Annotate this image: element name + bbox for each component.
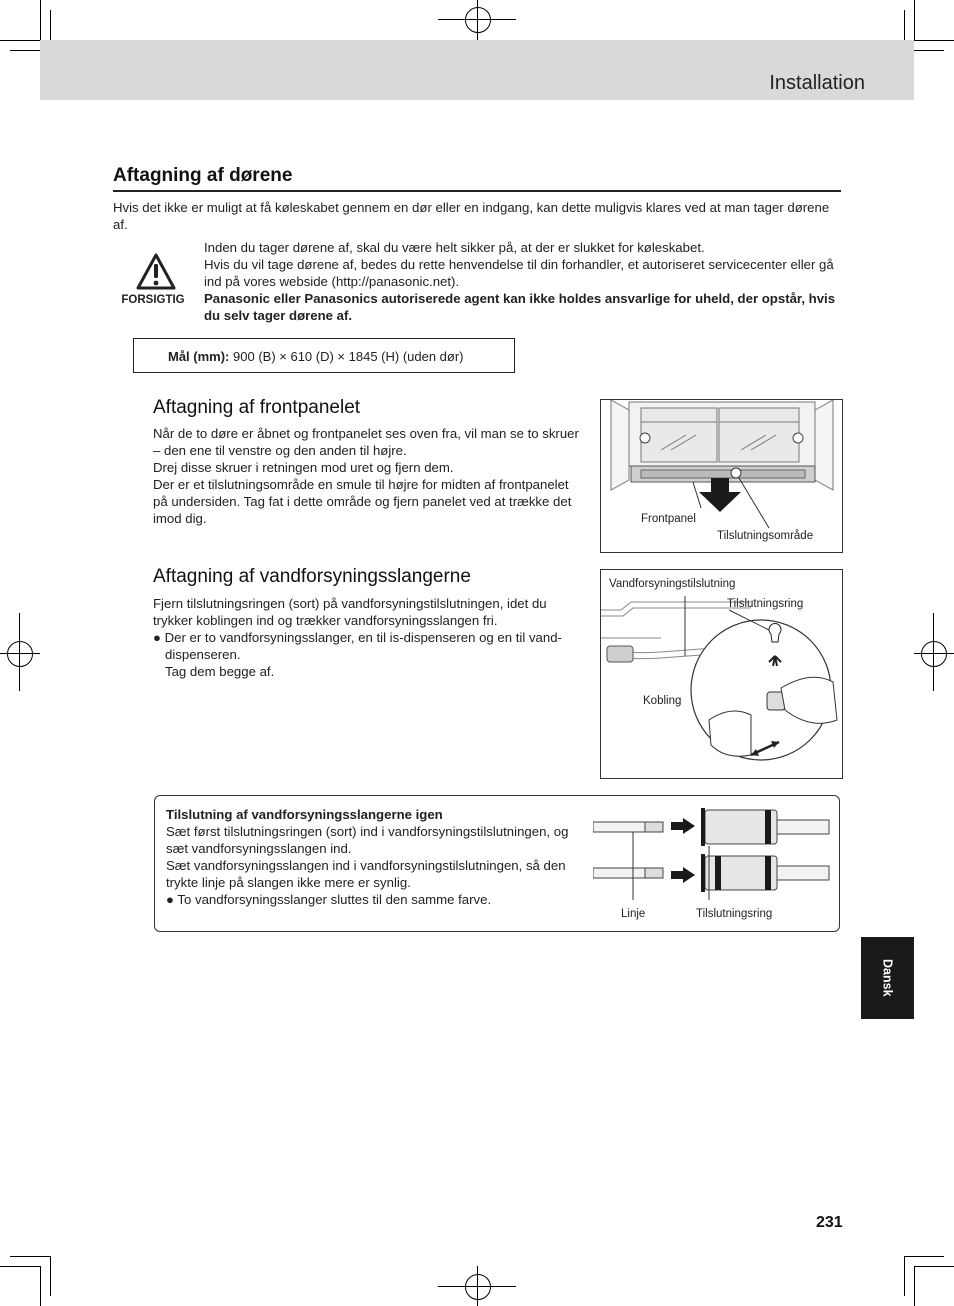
dimensions-box bbox=[133, 338, 515, 373]
caution-text bbox=[204, 239, 844, 324]
reconnect-title: Tilslutning af vandforsyningsslangerne igen bbox=[166, 807, 443, 822]
water-connection-label: Vandforsyningstilslutning bbox=[609, 578, 736, 590]
front-panel-label: Frontpanel bbox=[641, 513, 696, 525]
reconnect-line-2: Sæt vandforsyningsslangen ind i vandforsyningstilslutningen, så den trykte linje på slangen ikke mere er synlig. bbox=[166, 858, 566, 890]
water-hoses-bullet-cont: Tag dem begge af. bbox=[165, 664, 275, 679]
front-panel-text bbox=[153, 425, 581, 527]
heading-rule bbox=[113, 190, 841, 192]
front-panel-figure bbox=[600, 399, 843, 553]
connection-area-label: Tilslutningsområde bbox=[717, 530, 814, 542]
caution-label: FORSIGTIG bbox=[121, 294, 185, 306]
warning-triangle-icon bbox=[136, 253, 176, 291]
page-number: 231 bbox=[816, 1214, 843, 1231]
front-panel-line-3: Der er et tilslutningsområde en smule til højre for midten af frontpanelet på undersiden. Tag fat i dette område og fjern panelet ved at trække det imod dig. bbox=[153, 477, 572, 526]
caution-line-2: Hvis du vil tage dørene af, bedes du rette henvendelse til din forhandler, et autoriseret servicecenter eller gå ind på vores webside (http://panasonic.net). bbox=[204, 257, 834, 289]
arrow-right-icon bbox=[671, 867, 695, 883]
water-hose-illustration bbox=[601, 570, 842, 778]
reconnect-ring-label: Tilslutningsring bbox=[696, 908, 773, 920]
dimensions-label: Mål (mm): bbox=[168, 349, 230, 364]
caution-bold: Panasonic eller Panasonics autoriserede agent kan ikke holdes ansvarlige for uheld, der opstår, hvis du selv tager dørene af. bbox=[204, 291, 836, 323]
language-tab bbox=[861, 937, 914, 1019]
caution-line-1: Inden du tager dørene af, skal du være helt sikker på, at der er slukket for køleskabet. bbox=[204, 240, 705, 255]
language-tab-label: Dansk bbox=[880, 959, 895, 997]
dimensions-text bbox=[168, 348, 464, 365]
line-label: Linje bbox=[621, 908, 646, 920]
connection-ring-label: Tilslutningsring bbox=[727, 598, 804, 610]
arrow-right-icon bbox=[671, 818, 695, 834]
main-heading: Aftagning af dørene bbox=[113, 165, 293, 186]
reconnect-note-box bbox=[154, 795, 840, 932]
reconnect-illustration bbox=[593, 802, 833, 912]
dimensions-value: 900 (B) × 610 (D) × 1845 (H) (uden dør) bbox=[233, 349, 464, 364]
water-hose-figure bbox=[600, 569, 843, 779]
arrow-down-icon bbox=[697, 478, 743, 512]
reconnect-text bbox=[166, 806, 586, 908]
reconnect-bullet: ● To vandforsyningsslanger sluttes til den samme farve. bbox=[166, 892, 492, 907]
section-title: Installation bbox=[769, 72, 865, 94]
coupling-label: Kobling bbox=[643, 695, 682, 707]
front-panel-line-1: Når de to døre er åbnet og frontpanelet ses oven fra, vil man se to skruer – den ene til venstre og den anden til højre. bbox=[153, 426, 579, 458]
water-hoses-line-1: Fjern tilslutningsringen (sort) på vandforsyningstilslutningen, idet du trykker koblingen ind og trækker vandforsyningsslangen fri. bbox=[153, 596, 547, 628]
intro-text: Hvis det ikke er muligt at få køleskabet gennem en dør eller en indgang, kan dette muligvis klares ved at man tager dørene af. bbox=[113, 200, 830, 232]
water-hoses-bullet: ● Der er to vandforsyningsslanger, en til is-dispenseren og en til vand-dispenseren. bbox=[153, 630, 562, 662]
water-hoses-heading: Aftagning af vandforsyningsslangerne bbox=[153, 566, 471, 587]
front-panel-line-2: Drej disse skruer i retningen mod uret og fjern dem. bbox=[153, 460, 454, 475]
water-hoses-text bbox=[153, 595, 581, 680]
reconnect-line-1: Sæt først tilslutningsringen (sort) ind i vandforsyningstilslutningen, og sæt vandforsyningsslangen ind. bbox=[166, 824, 569, 856]
front-panel-heading: Aftagning af frontpanelet bbox=[153, 397, 361, 418]
